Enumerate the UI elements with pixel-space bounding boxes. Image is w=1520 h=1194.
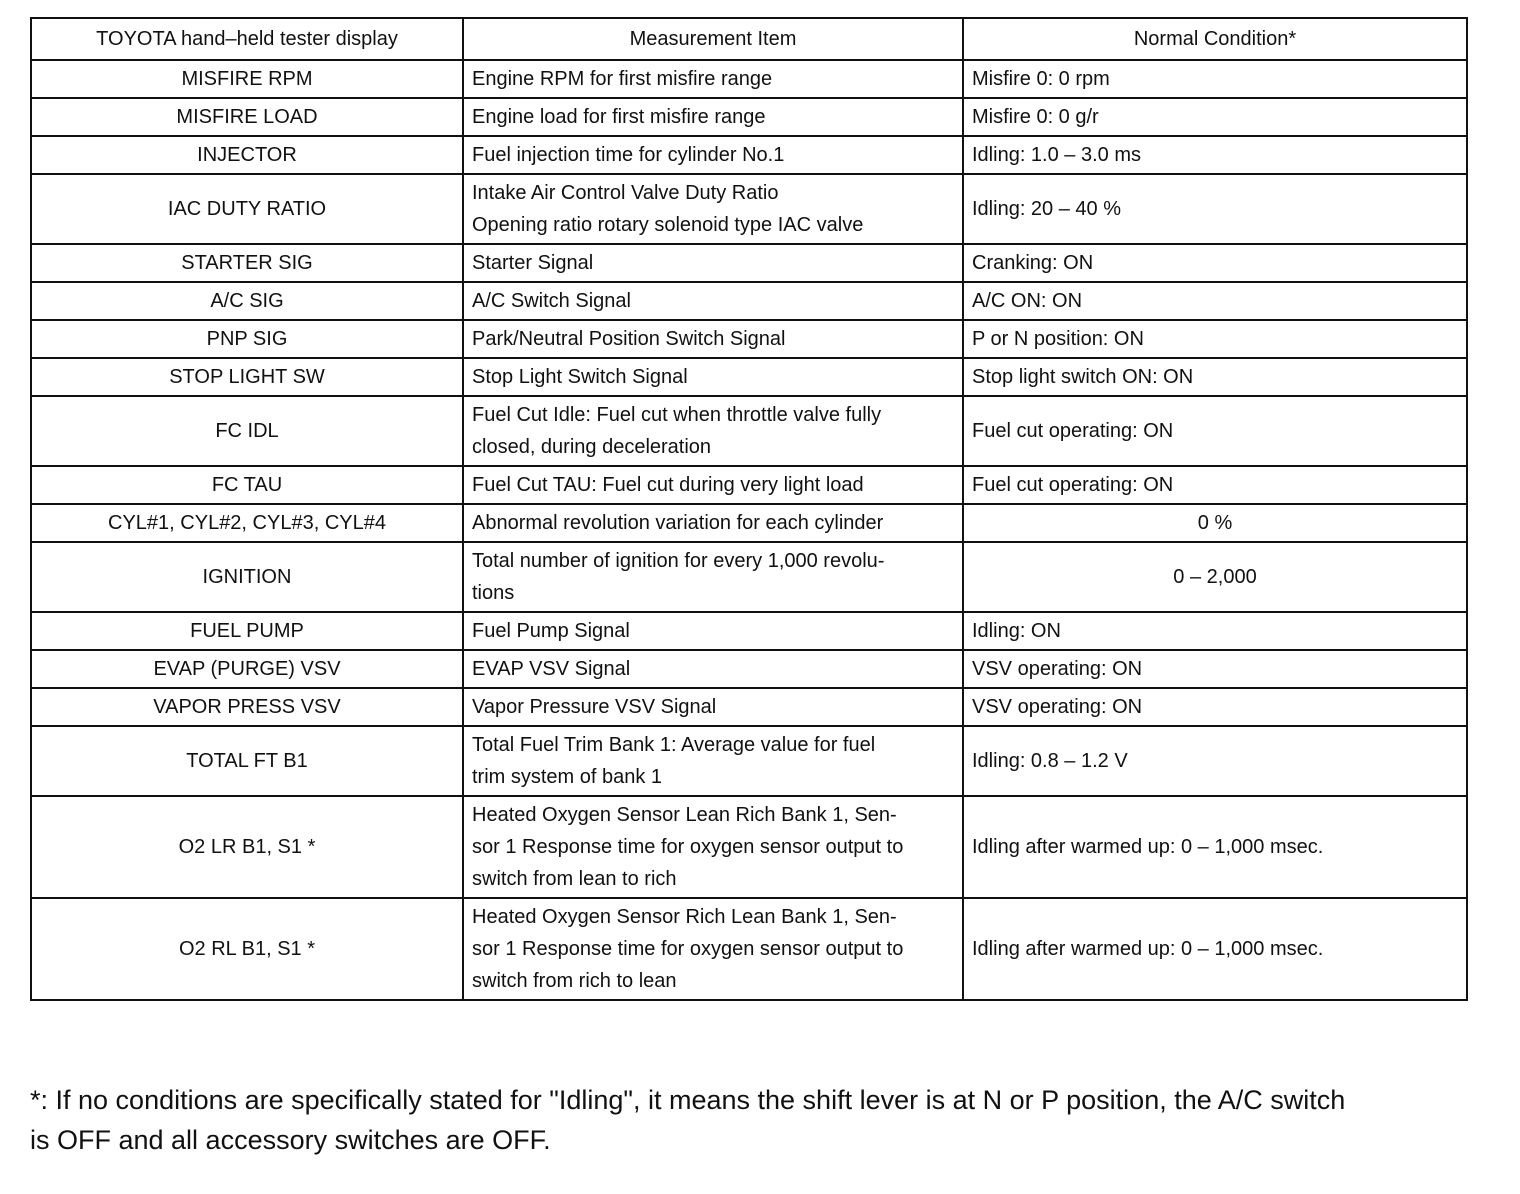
footnote [30,1080,1480,1160]
measurement-item-cell [463,650,963,688]
measurement-item-line: sor 1 Response time for oxygen sensor output to [472,938,904,960]
display-cell: VAPOR PRESS VSV [31,688,463,726]
display-cell: MISFIRE LOAD [31,98,463,136]
measurement-item-cell [463,466,963,504]
display-cell: CYL#1, CYL#2, CYL#3, CYL#4 [31,504,463,542]
display-cell: EVAP (PURGE) VSV [31,650,463,688]
normal-condition-cell: VSV operating: ON [963,688,1467,726]
measurement-item-cell [463,244,963,282]
table-row [31,796,1467,898]
display-cell: O2 LR B1, S1 * [31,796,463,898]
measurement-item-line: trim system of bank 1 [472,766,663,788]
measurement-item-line: switch from lean to rich [472,868,677,890]
display-cell: A/C SIG [31,282,463,320]
measurement-item-line: Fuel Cut TAU: Fuel cut during very light load [472,474,864,496]
measurement-item-line: sor 1 Response time for oxygen sensor output to [472,836,904,858]
measurement-item-line: switch from rich to lean [472,970,677,992]
normal-condition-cell: Idling after warmed up: 0 – 1,000 msec. [963,796,1467,898]
display-cell: TOTAL FT B1 [31,726,463,796]
measurement-item-line: Fuel injection time for cylinder No.1 [472,144,785,166]
table-row [31,320,1467,358]
measurement-item-line: Starter Signal [472,252,594,274]
normal-condition-cell: A/C ON: ON [963,282,1467,320]
normal-condition-cell: VSV operating: ON [963,650,1467,688]
table-row [31,98,1467,136]
normal-condition-cell: Stop light switch ON: ON [963,358,1467,396]
measurement-item-line: Total number of ignition for every 1,000 revolu- [472,550,885,572]
normal-condition-cell: Cranking: ON [963,244,1467,282]
measurement-item-line: Stop Light Switch Signal [472,366,688,388]
display-cell: O2 RL B1, S1 * [31,898,463,1000]
normal-condition-cell: Idling: 20 – 40 % [963,174,1467,244]
measurement-item-cell [463,136,963,174]
measurement-item-line: EVAP VSV Signal [472,658,631,680]
measurement-item-cell [463,320,963,358]
measurement-item-line: Total Fuel Trim Bank 1: Average value for fuel [472,734,876,756]
normal-condition-cell: Idling: ON [963,612,1467,650]
measurement-item-cell [463,98,963,136]
measurement-item-cell [463,396,963,466]
measurement-item-line: Opening ratio rotary solenoid type IAC valve [472,214,864,236]
normal-condition-cell: Misfire 0: 0 g/r [963,98,1467,136]
table-row [31,396,1467,466]
measurement-item-cell [463,898,963,1000]
normal-condition-cell: Idling: 0.8 – 1.2 V [963,726,1467,796]
measurement-item-line: A/C Switch Signal [472,290,631,312]
measurement-item-line: Fuel Cut Idle: Fuel cut when throttle valve fully [472,404,882,426]
header-measurement-item: Measurement Item [463,18,963,60]
table-row [31,244,1467,282]
header-display: TOYOTA hand–held tester display [31,18,463,60]
table-row [31,726,1467,796]
measurement-item-line: Heated Oxygen Sensor Rich Lean Bank 1, Sen- [472,906,897,928]
measurement-item-cell [463,504,963,542]
display-cell: STOP LIGHT SW [31,358,463,396]
display-cell: IAC DUTY RATIO [31,174,463,244]
table-row [31,650,1467,688]
measurement-item-cell [463,542,963,612]
measurement-item-cell [463,612,963,650]
table-body [31,60,1467,1000]
measurement-item-cell [463,282,963,320]
table-row [31,688,1467,726]
measurement-item-line: Vapor Pressure VSV Signal [472,696,717,718]
normal-condition-cell: Fuel cut operating: ON [963,466,1467,504]
table-row [31,60,1467,98]
measurement-item-line: Abnormal revolution variation for each cylinder [472,512,884,534]
normal-condition-cell: Idling: 1.0 – 3.0 ms [963,136,1467,174]
display-cell: FC IDL [31,396,463,466]
table-row [31,612,1467,650]
measurement-item-line: tions [472,582,515,604]
normal-condition-cell: P or N position: ON [963,320,1467,358]
normal-condition-cell: 0 % [963,504,1467,542]
table-row [31,542,1467,612]
table-row [31,898,1467,1000]
display-cell: MISFIRE RPM [31,60,463,98]
normal-condition-cell: Misfire 0: 0 rpm [963,60,1467,98]
table-row [31,504,1467,542]
header-normal-condition: Normal Condition* [963,18,1467,60]
display-cell: FUEL PUMP [31,612,463,650]
table-row [31,466,1467,504]
normal-condition-cell: Fuel cut operating: ON [963,396,1467,466]
measurement-item-line: closed, during deceleration [472,436,712,458]
table-row [31,282,1467,320]
measurement-item-cell [463,60,963,98]
table-header-row [31,18,1467,60]
measurement-item-cell [463,796,963,898]
display-cell: INJECTOR [31,136,463,174]
display-cell: FC TAU [31,466,463,504]
table-row [31,174,1467,244]
table-row [31,136,1467,174]
display-cell: IGNITION [31,542,463,612]
footnote-line: *: If no conditions are specifically stated for "Idling", it means the shift lever is at N or P position, the A/C switch [30,1085,1346,1115]
measurement-item-cell [463,174,963,244]
measurement-item-cell [463,726,963,796]
measurement-item-line: Intake Air Control Valve Duty Ratio [472,182,779,204]
tester-data-table [30,17,1468,1001]
measurement-item-line: Engine load for first misfire range [472,106,766,128]
normal-condition-cell: Idling after warmed up: 0 – 1,000 msec. [963,898,1467,1000]
display-cell: PNP SIG [31,320,463,358]
display-cell: STARTER SIG [31,244,463,282]
measurement-item-line: Heated Oxygen Sensor Lean Rich Bank 1, Sen- [472,804,897,826]
footnote-line: is OFF and all accessory switches are OFF. [30,1125,551,1155]
table-row [31,358,1467,396]
measurement-item-line: Fuel Pump Signal [472,620,630,642]
measurement-item-cell [463,358,963,396]
measurement-item-cell [463,688,963,726]
normal-condition-cell: 0 – 2,000 [963,542,1467,612]
measurement-item-line: Park/Neutral Position Switch Signal [472,328,786,350]
measurement-item-line: Engine RPM for first misfire range [472,68,773,90]
